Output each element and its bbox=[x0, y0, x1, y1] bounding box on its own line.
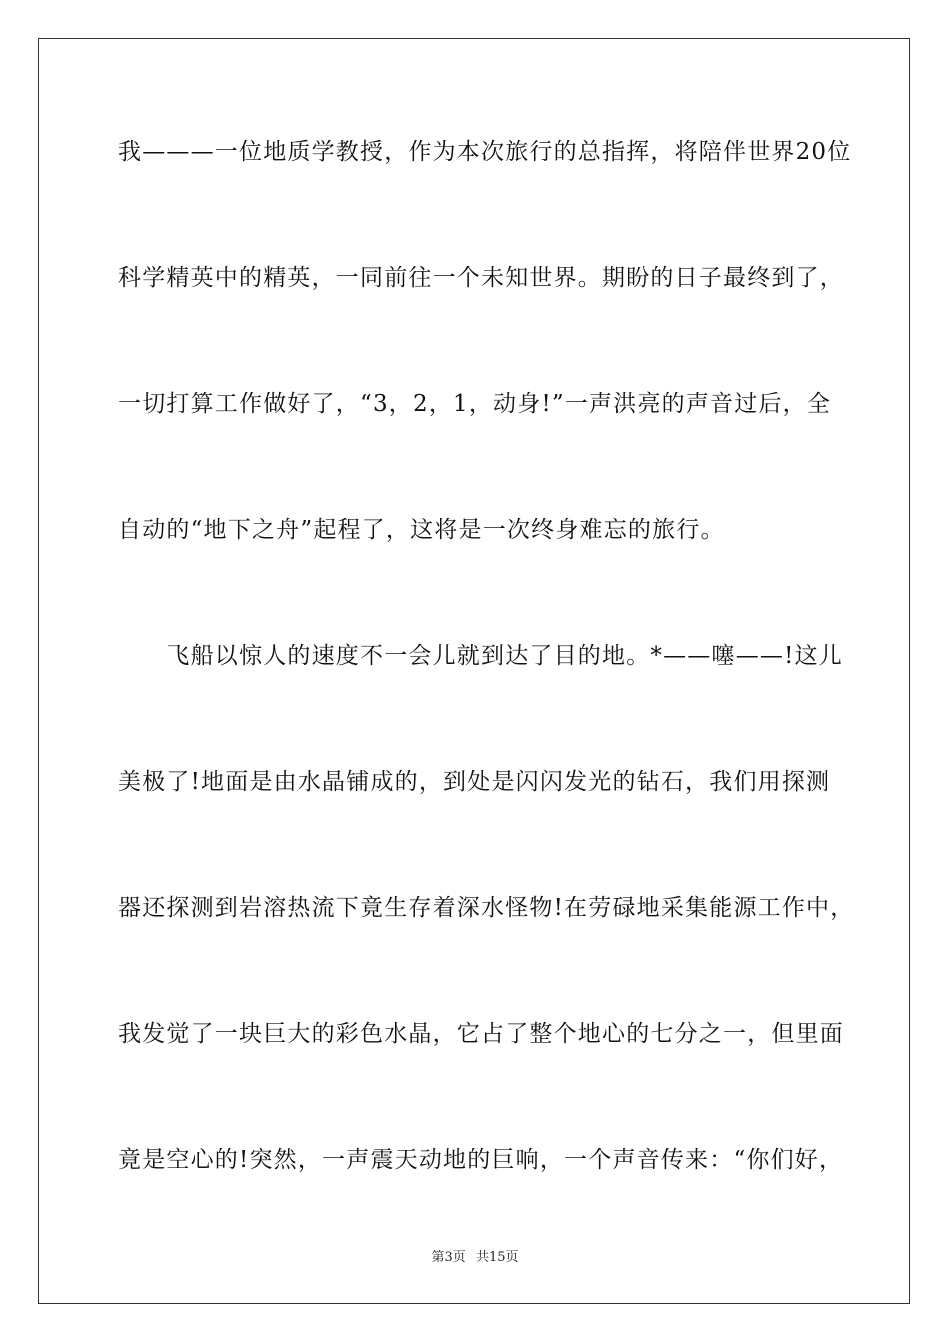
text-line-4: 自动的“地下之舟”起程了，这将是一次终身难忘的旅行。 bbox=[118, 517, 725, 543]
text-line-3: 一切打算工作做好了，“3，2，1，动身!”一声洪亮的声音过后，全 bbox=[118, 391, 832, 417]
text-line-6: 美极了!地面是由水晶铺成的，到处是闪闪发光的钻石，我们用探测 bbox=[118, 769, 831, 795]
document-body bbox=[118, 124, 855, 1258]
page-total: 共15页 bbox=[475, 1250, 519, 1265]
text-line-9: 竟是空心的!突然，一声震天动地的巨响，一个声音传来：“你们好， bbox=[118, 1147, 844, 1173]
text-line-5: 飞船以惊人的速度不一会儿就到达了目的地。*——噻——!这儿 bbox=[118, 643, 843, 669]
text-line-8: 我发觉了一块巨大的彩色水晶，它占了整个地心的七分之一，但里面 bbox=[118, 1021, 844, 1047]
page-number: 第3页 bbox=[431, 1250, 466, 1265]
text-line-2: 科学精英中的精英，一同前往一个未知世界。期盼的日子最终到了， bbox=[118, 265, 844, 291]
text-line-7: 器还探测到岩溶热流下竟生存着深水怪物!在劳碌地采集能源工作中， bbox=[118, 895, 855, 921]
page-footer bbox=[0, 1246, 950, 1265]
text-line-1: 我———一位地质学教授，作为本次旅行的总指挥，将陪伴世界20位 bbox=[118, 139, 852, 165]
